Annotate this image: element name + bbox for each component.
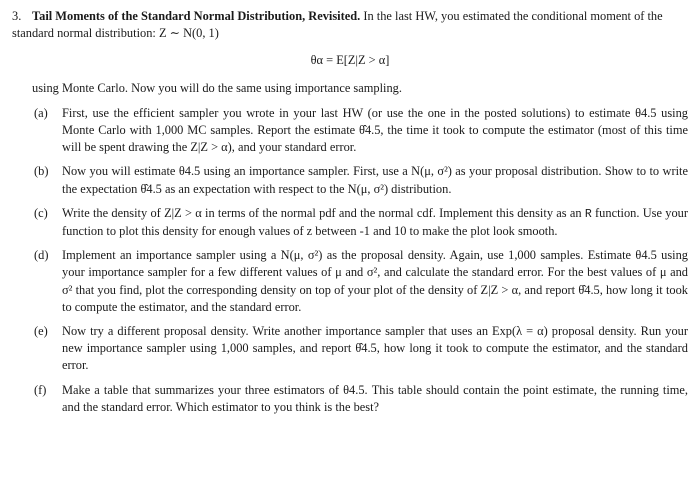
part-label: (b) [34,164,49,179]
problem-number: 3. [12,9,22,23]
problem-intro-text: In the last HW, you estimated the conditional moment of the standard normal distribution: Z ∼ N(0, 1) [12,9,663,41]
after-equation-text: using Monte Carlo. Now you will do the same using importance sampling. [32,80,402,95]
part-text-before: Write the density of Z|Z > α in terms of the normal pdf and the normal cdf. Implement this density as an [62,205,585,220]
part-a [34,105,688,157]
part-c [34,205,688,240]
problem-3 [12,8,688,423]
part-text-after: function. Use your function to plot this density for enough values of z between -1 and 10 to make the plot look smooth. [62,205,688,239]
part-label: (c) [34,205,48,220]
equation-theta: θα = E[Z|Z > α] [310,53,390,68]
problem-intro [12,8,688,42]
part-b [34,163,688,197]
part-e [34,323,688,375]
part-label: (f) [34,382,47,397]
part-text: Now try a different proposal density. Write another importance sampler that uses an Exp(λ = α) proposal density. Run your new importance sampler using 1,000 samples, and report θ̂4.5, how long it took to compute the estimator, and the standard error. [62,324,688,373]
part-text [62,205,688,240]
part-d [34,247,688,316]
part-label: (a) [34,105,48,120]
part-f [34,382,688,416]
code-r: R [584,207,592,221]
part-text: Make a table that summarizes your three estimators of θ4.5. This table should contain the point estimate, the running time, and the standard error. Which estimator to you think is the best? [62,382,688,414]
part-label: (d) [34,248,49,263]
part-text: Now you will estimate θ4.5 using an importance sampler. First, use a N(μ, σ²) as your proposal distribution. Show to to write the expectation θ̂4.5 as an expectation with respect to the N(μ, σ²) distribution. [62,164,688,196]
part-text: Implement an importance sampler using a N(μ, σ²) as the proposal density. Again, use 1,000 samples. Estimate θ4.5 using your importance sampler for a few different values of μ and σ², and calculate the standard error. For the best values of μ and σ² that you find, plot the corresponding density on top of your plot of the density of Z|Z > α, and report θ̂4.5, how long it took to compute the estimator, and the standard error. [62,248,688,314]
part-text: First, use the efficient sampler you wrote in your last HW (or use the one in the posted solutions) to estimate θ4.5 using Monte Carlo with 1,000 MC samples. Report the estimate θ̂4.5, the time it took to compute the estimator (most of this time will be spent drawing the Z|Z > α), and your standard error. [62,105,688,155]
problem-title: Tail Moments of the Standard Normal Distribution, Revisited. [32,9,361,23]
part-label: (e) [34,324,48,339]
